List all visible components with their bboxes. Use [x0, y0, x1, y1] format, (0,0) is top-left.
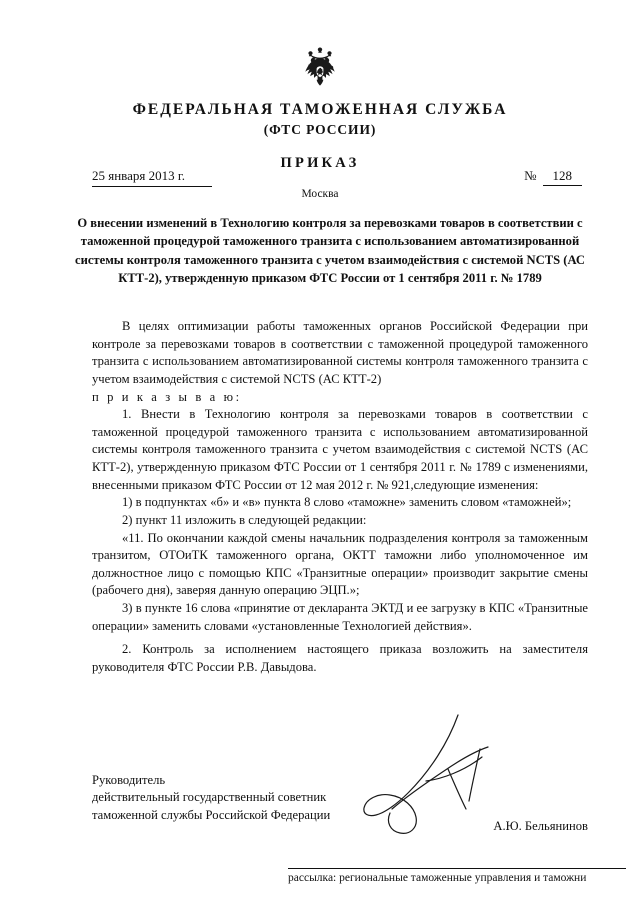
signatory-line-3: таможенной службы Российской Федерации — [92, 807, 331, 822]
distribution-note: рассылка: региональные таможенные управления и таможни — [288, 868, 626, 884]
document-body — [92, 318, 588, 677]
paragraph-item-1-2-quote: «11. По окончании каждой смены начальник подразделения контроля за таможенным транзитом, ОТОиТК таможенного органа, ОКТТ таможни либо уполномоченное им должностное лицо с помощью КПС «Транзитные операции» производит закрытие смены (рабочего дня), заверяя данную операцию ЭЦП.»; — [92, 530, 588, 598]
document-number — [524, 168, 582, 184]
document-date: 25 января 2013 г. — [92, 168, 212, 187]
signatory-line-2: действительный государственный советник — [92, 790, 327, 805]
organization-subtitle: (ФТС РОССИИ) — [263, 121, 377, 137]
paragraph-item-1-2: 2) пункт 11 изложить в следующей редакции: — [122, 512, 367, 527]
emblem-container — [0, 46, 640, 97]
signatory-position — [92, 772, 392, 824]
order-word: п р и к а з ы в а ю: — [92, 389, 242, 404]
document-header — [0, 100, 640, 172]
preamble-text: В целях оптимизации работы таможенных органов Российской Федерации при контроле за перевозками товаров в соответствии с таможенной процедурой таможенного транзита с использованием автоматизированной системы контроля таможенного транзита с учетом взаимодействия с системой NCTS (АС КТТ-2) — [92, 319, 588, 386]
document-number-label: № — [524, 168, 537, 183]
paragraph-order-word — [92, 389, 588, 407]
signature-block — [92, 772, 588, 833]
document-title: О внесении изменений в Технологию контроля за перевозками товаров в соответствии с таможенной процедурой таможенного транзита с использованием автоматизированной системы контроля таможенного транзита с учетом взаимодействия с системой NCTS (АС КТТ-2), утвержденную приказом ФТС России от 1 сентября 2011 г. № 1789 — [74, 216, 586, 285]
document-city: Москва — [301, 188, 339, 200]
paragraph-item-2: 2. Контроль за исполнением настоящего приказа возложить на заместителя руководителя ФТС России Р.В. Давыдова. — [92, 642, 588, 674]
signatory-line-1: Руководитель — [92, 773, 166, 787]
document-number-value: 128 — [543, 168, 583, 186]
paragraph-preamble — [92, 318, 588, 389]
coat-of-arms-icon — [299, 46, 341, 92]
organization-title: ФЕДЕРАЛЬНАЯ ТАМОЖЕННАЯ СЛУЖБА — [132, 101, 508, 118]
paragraph-item-1-1: 1) в подпунктах «б» и «в» пункта 8 слово «таможне» заменить словом «таможней»; — [122, 495, 572, 510]
paragraph-item-1: 1. Внести в Технологию контроля за перевозками товаров в соответствии с таможенной процедурой таможенного транзита с использованием автоматизированной системы контроля таможенного транзита с учетом взаимодействия с системой NCTS (АС КТТ-2), утвержденную приказом ФТС России от 1 сентября 2011 г. № 1789 с изменениями, внесенными приказом ФТС России от 12 мая 2012 г. № 921,следующие изменения: — [92, 407, 588, 492]
signatory-name: А.Ю. Бельянинов — [493, 819, 588, 833]
document-kind: ПРИКАЗ — [280, 154, 360, 171]
document-meta-row — [92, 168, 582, 190]
paragraph-item-1-3: 3) в пункте 16 слова «принятие от декларанта ЭКТД и ее загрузку в КПС «Транзитные операции» заменить словами «установленные Технологией действия». — [92, 601, 588, 633]
